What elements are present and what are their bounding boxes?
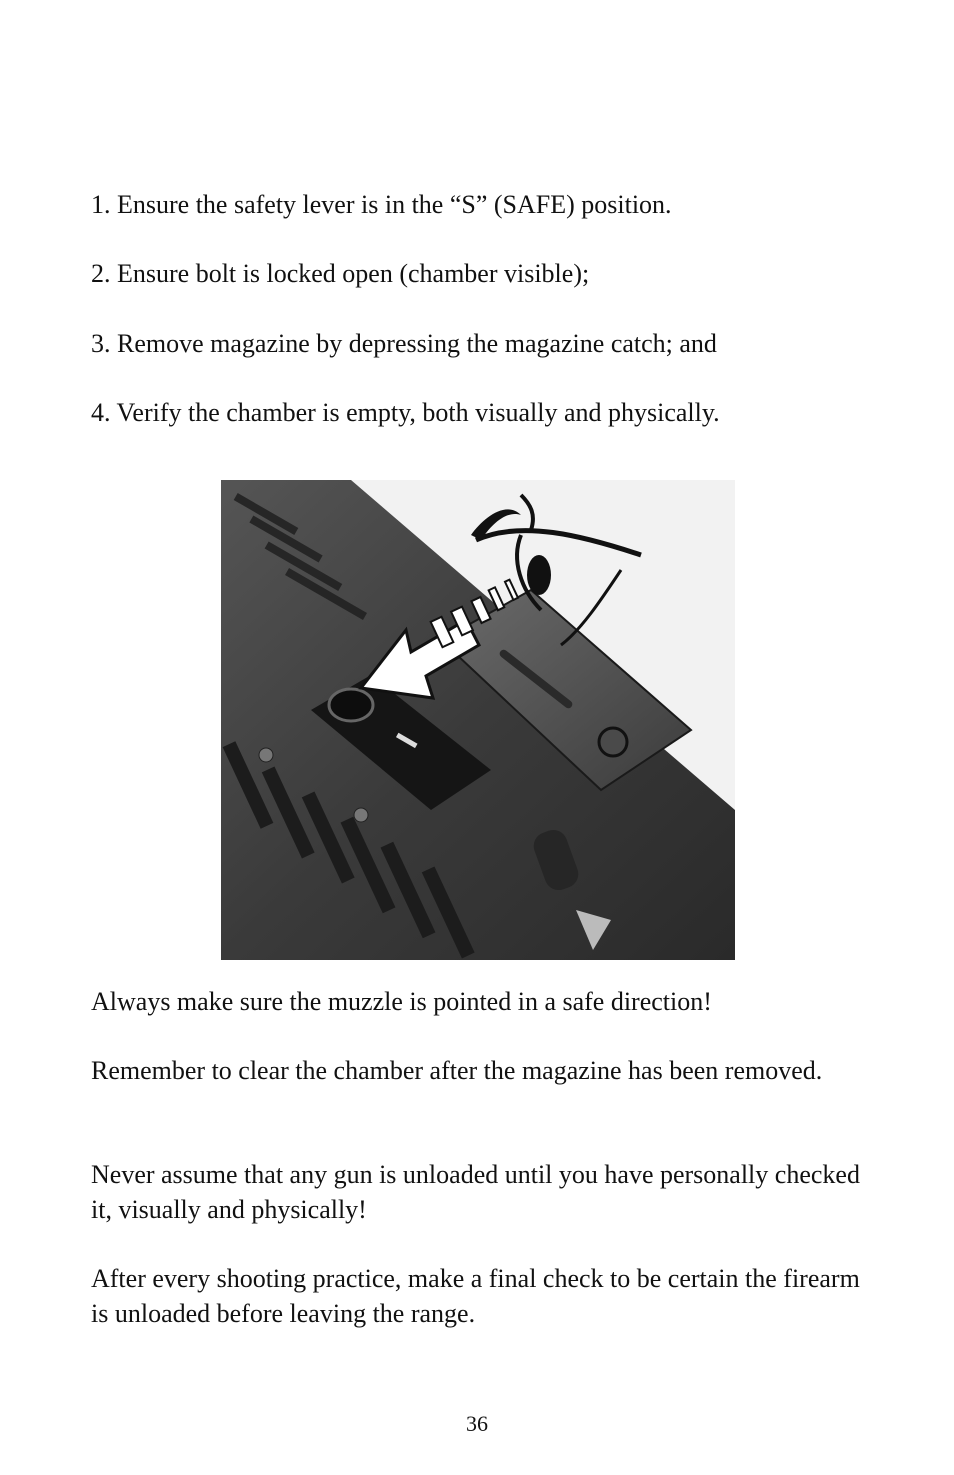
chamber-inspection-illustration xyxy=(221,480,735,960)
note-clear-chamber: Remember to clear the chamber after the magazine has been removed. xyxy=(91,1056,823,1085)
step-3: 3. Remove magazine by depressing the magazine catch; and xyxy=(91,329,717,358)
page-number: 36 xyxy=(466,1411,488,1436)
note-muzzle-direction: Always make sure the muzzle is pointed in a safe direction! xyxy=(91,987,712,1016)
note-final-check: After every shooting practice, make a final check to be certain the firearm is unloaded before leaving the range. xyxy=(91,1264,860,1328)
step-1: 1. Ensure the safety lever is in the “S” (SAFE) position. xyxy=(91,190,672,219)
note-never-assume: Never assume that any gun is unloaded until you have personally checked it, visually and physically! xyxy=(91,1160,860,1224)
step-4: 4. Verify the chamber is empty, both visually and physically. xyxy=(91,398,720,427)
step-2: 2. Ensure bolt is locked open (chamber visible); xyxy=(91,259,590,288)
